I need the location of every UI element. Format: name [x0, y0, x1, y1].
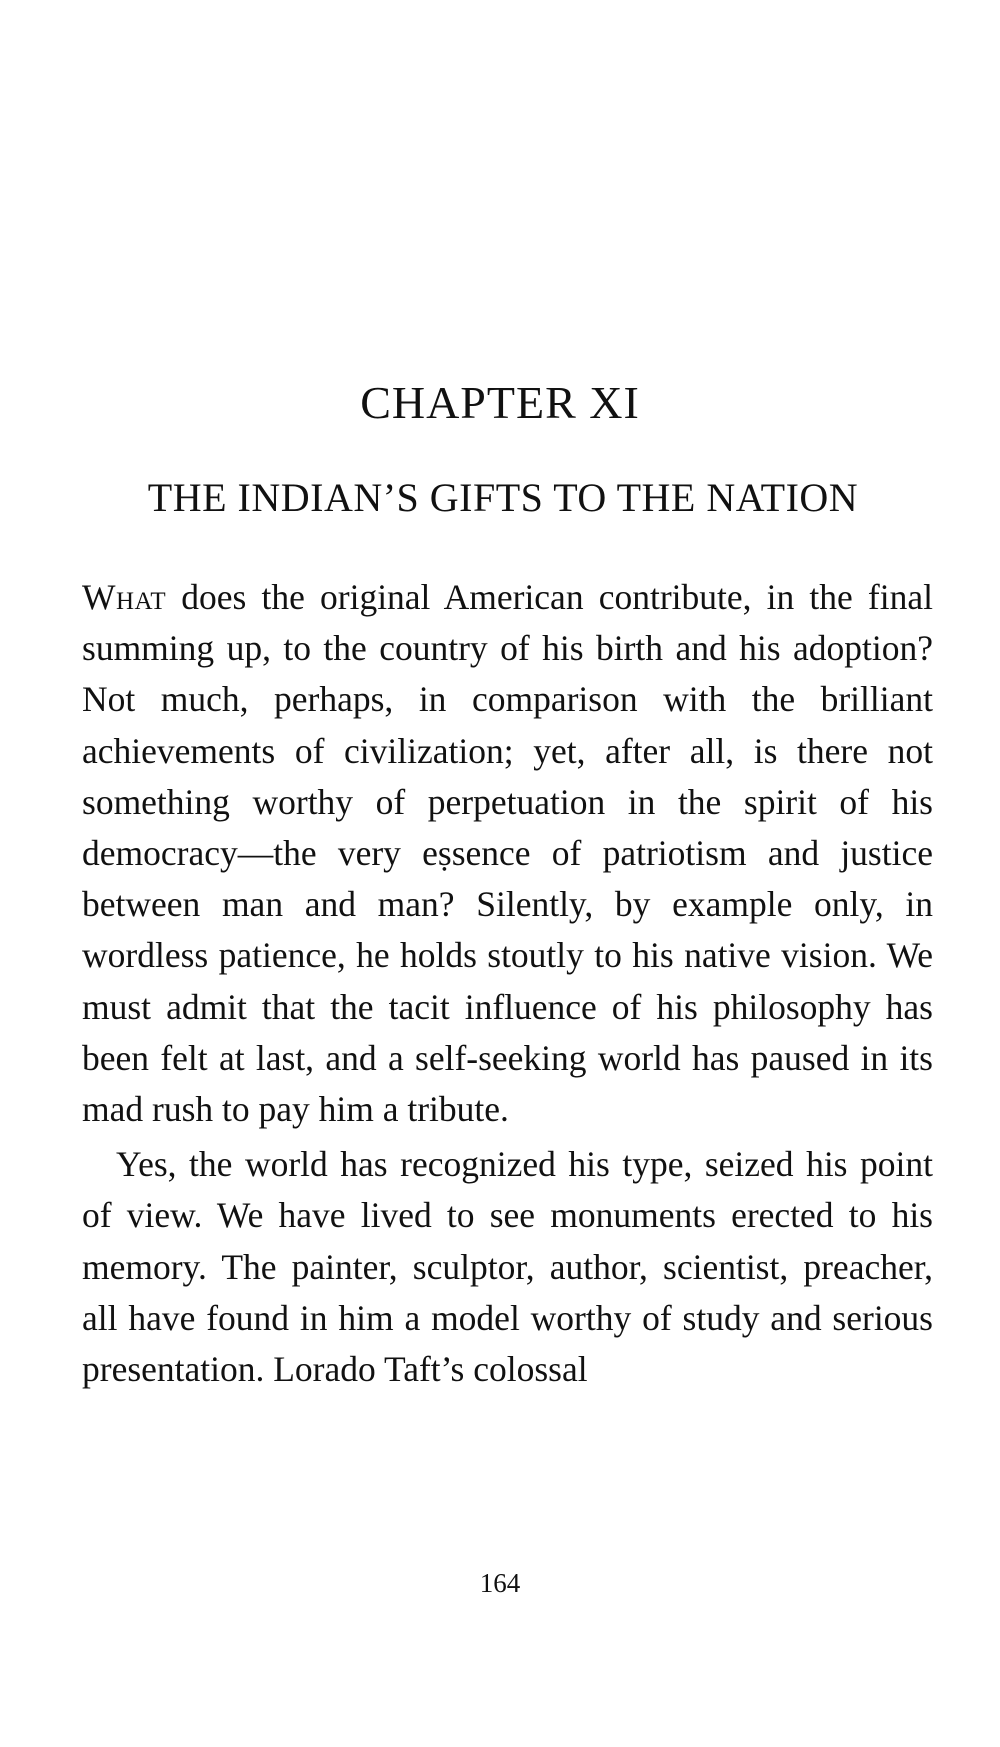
paragraph-2: Yes, the world has recognized his type, seized his point of view. We have lived to see monuments erected to his memory. The painter, sculptor, author, scientist, preacher, all have found in him a model worthy of study and serious presentation. Lorado Taft’s colossal: [82, 1144, 933, 1390]
chapter-title: THE INDIAN’S GIFTS TO THE NATION: [147, 475, 859, 520]
paragraph-1-text: does the original American contribute, in the final summing up, to the country of his birth and his adoption? Not much, perhaps, in comparison with the brilliant achievements of civilization; yet, after all, is there not something worthy of perpetuation in the spirit of his democracy—the very eṣsence of patriotism and justice between man and man? Silently, by example only, in wordless patience, he holds stoutly to his native vision. We must admit that the tacit influence of his philosophy has been felt at last, and a self-seeking world has paused in its mad rush to pay him a tribute.: [82, 577, 933, 1130]
paragraph-1: [82, 572, 933, 1135]
page-number: 164: [479, 1568, 521, 1598]
chapter-number: CHAPTER XI: [360, 377, 640, 428]
body-text: [82, 572, 933, 1395]
paragraph-lead-small-caps: What: [82, 577, 167, 617]
